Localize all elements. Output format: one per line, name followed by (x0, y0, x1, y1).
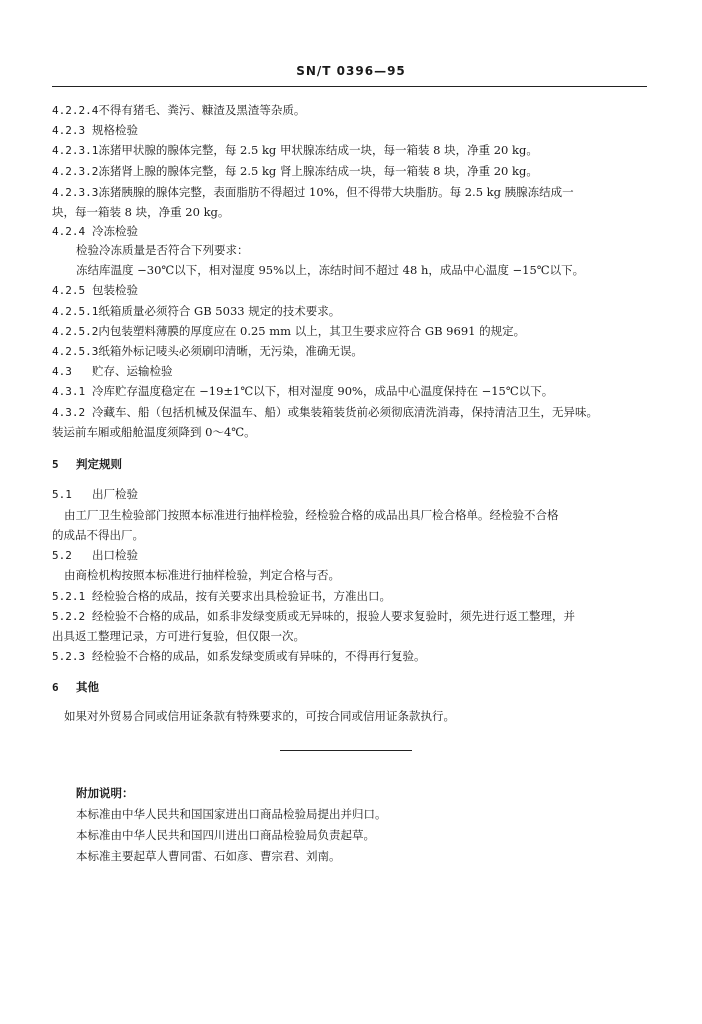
clause-paragraph (64, 506, 664, 524)
clause-text: 冻猪肾上腺的腺体完整，每 2.5 kg 肾上腺冻结成一块，每一箱装 8 块，净重 20 kg。 (98, 164, 538, 178)
clause-continuation (52, 627, 652, 645)
clause-text: 冷藏车、船（包括机械及保温车、船）或集装箱装货前必须彻底清洗消毒，保持清洁卫生，无异味。 (92, 405, 598, 419)
clause-number: 5.2.1 (52, 590, 86, 603)
clause-text: 冷冻检验 (92, 224, 138, 238)
clause-4-2-3-1 (52, 141, 652, 160)
clause-text: 规格检验 (92, 123, 138, 137)
clause-text: 出厂检验 (92, 487, 138, 501)
document-header: SN/T 0396—95 (296, 64, 406, 78)
clause-text: 纸箱质量必须符合 GB 5033 规定的技术要求。 (98, 304, 341, 318)
clause-text: 经检验合格的成品，按有关要求出具检验证书，方准出口。 (92, 589, 391, 603)
clause-continuation (52, 526, 652, 544)
clause-text: 纸箱外标记唛头必须刷印清晰，无污染，准确无误。 (98, 344, 363, 358)
clause-number: 4.2.5.2 (52, 325, 99, 338)
clause-text: 不得有猪毛、粪污、糠渣及黑渣等杂质。 (98, 103, 306, 117)
clause-4-2-5 (52, 281, 652, 300)
clause-text: 冻结库温度 −30℃以下，相对湿度 95%以上，冻结时间不超过 48 h，成品中心温度 −15℃以下。 (76, 263, 585, 277)
section-number: 5 (52, 458, 59, 471)
clause-5-1 (52, 485, 652, 504)
clause-5-2-2 (52, 607, 652, 626)
section-heading-6 (52, 678, 652, 697)
clause-number: 4.2.3 (52, 124, 86, 137)
header-rule (52, 86, 647, 87)
clause-5-2-1 (52, 587, 652, 606)
clause-text: 如果对外贸易合同或信用证条款有特殊要求的，可按合同或信用证条款执行。 (64, 709, 455, 723)
clause-text: 由工厂卫生检验部门按照本标准进行抽样检验，经检验合格的成品出具厂检合格单。经检验不合格 (64, 508, 559, 522)
clause-number: 4.2.3.2 (52, 165, 99, 178)
clause-text: 出具返工整理记录，方可进行复验，但仅限一次。 (52, 629, 305, 643)
clause-4-2-5-2 (52, 322, 652, 341)
clause-4-2-3-2 (52, 162, 652, 181)
clause-number: 4.2.5 (52, 284, 86, 297)
clause-continuation (52, 423, 652, 441)
clause-4-3-1 (52, 382, 652, 401)
clause-paragraph (76, 241, 676, 259)
note-item: 本标准主要起草人曹同雷、石如彦、曹宗君、刘南。 (76, 849, 341, 863)
end-rule (280, 750, 412, 751)
clause-text: 内包装塑料薄膜的厚度应在 0.25 mm 以上，其卫生要求应符合 GB 9691 的规定。 (98, 324, 526, 338)
clause-text: 经检验不合格的成品，如系发绿变质或有异味的，不得再行复验。 (92, 649, 426, 663)
clause-4-2-5-3 (52, 342, 652, 361)
clause-text: 装运前车厢或船舱温度须降到 0～4℃。 (52, 425, 256, 439)
clause-4-3-2 (52, 403, 652, 422)
section-heading-5 (52, 455, 652, 474)
clause-paragraph (76, 261, 676, 279)
clause-text: 贮存、运输检验 (92, 364, 173, 378)
clause-text: 检验冷冻质量是否符合下列要求： (76, 243, 249, 257)
clause-number: 4.2.4 (52, 225, 86, 238)
clause-number: 4.3 (52, 365, 72, 378)
clause-number: 4.2.3.3 (52, 186, 99, 199)
clause-text: 冷库贮存温度稳定在 −19±1℃以下，相对湿度 90%，成品中心温度保持在 −15℃以下。 (92, 384, 554, 398)
clause-continuation (52, 203, 652, 221)
clause-text: 的成品不得出厂。 (52, 528, 144, 542)
clause-4-2-3-3 (52, 183, 652, 202)
clause-number: 5.2.3 (52, 650, 86, 663)
notes-title: 附加说明： (76, 786, 134, 800)
clause-4-3 (52, 362, 652, 381)
clause-number: 4.3.1 (52, 385, 86, 398)
note-item: 本标准由中华人民共和国四川进出口商品检验局负责起草。 (76, 828, 375, 842)
clause-text: 冻猪甲状腺的腺体完整，每 2.5 kg 甲状腺冻结成一块，每一箱装 8 块，净重 20 kg。 (98, 143, 538, 157)
clause-4-2-4 (52, 222, 652, 241)
note-item: 本标准由中华人民共和国国家进出口商品检验局提出并归口。 (76, 807, 387, 821)
section-title: 其他 (76, 680, 99, 694)
clause-number: 5.1 (52, 488, 72, 501)
clause-number: 4.2.5.1 (52, 305, 99, 318)
clause-text: 块，每一箱装 8 块，净重 20 kg。 (52, 205, 230, 219)
clause-text: 出口检验 (92, 548, 138, 562)
clause-number: 5.2 (52, 549, 72, 562)
clause-paragraph (64, 566, 664, 584)
clause-5-2 (52, 546, 652, 565)
section-number: 6 (52, 681, 59, 694)
clause-number: 4.2.3.1 (52, 144, 99, 157)
clause-number: 4.2.5.3 (52, 345, 99, 358)
clause-number: 4.2.2.4 (52, 104, 99, 117)
clause-number: 4.3.2 (52, 406, 86, 419)
clause-text: 由商检机构按照本标准进行抽样检验，判定合格与否。 (64, 568, 340, 582)
clause-text: 冻猪胰腺的腺体完整，表面脂肪不得超过 10%，但不得带大块脂肪。每 2.5 kg 胰腺冻结成一 (98, 185, 574, 199)
clause-text: 包装检验 (92, 283, 138, 297)
clause-text: 经检验不合格的成品，如系非发绿变质或无异味的，报验人要求复验时，须先进行返工整理，并 (92, 609, 575, 623)
section-title: 判定规则 (76, 457, 122, 471)
clause-5-2-3 (52, 647, 652, 666)
clause-paragraph (64, 707, 664, 725)
clause-4-2-3 (52, 121, 652, 140)
clause-4-2-2-4 (52, 101, 652, 120)
clause-4-2-5-1 (52, 302, 652, 321)
clause-number: 5.2.2 (52, 610, 86, 623)
